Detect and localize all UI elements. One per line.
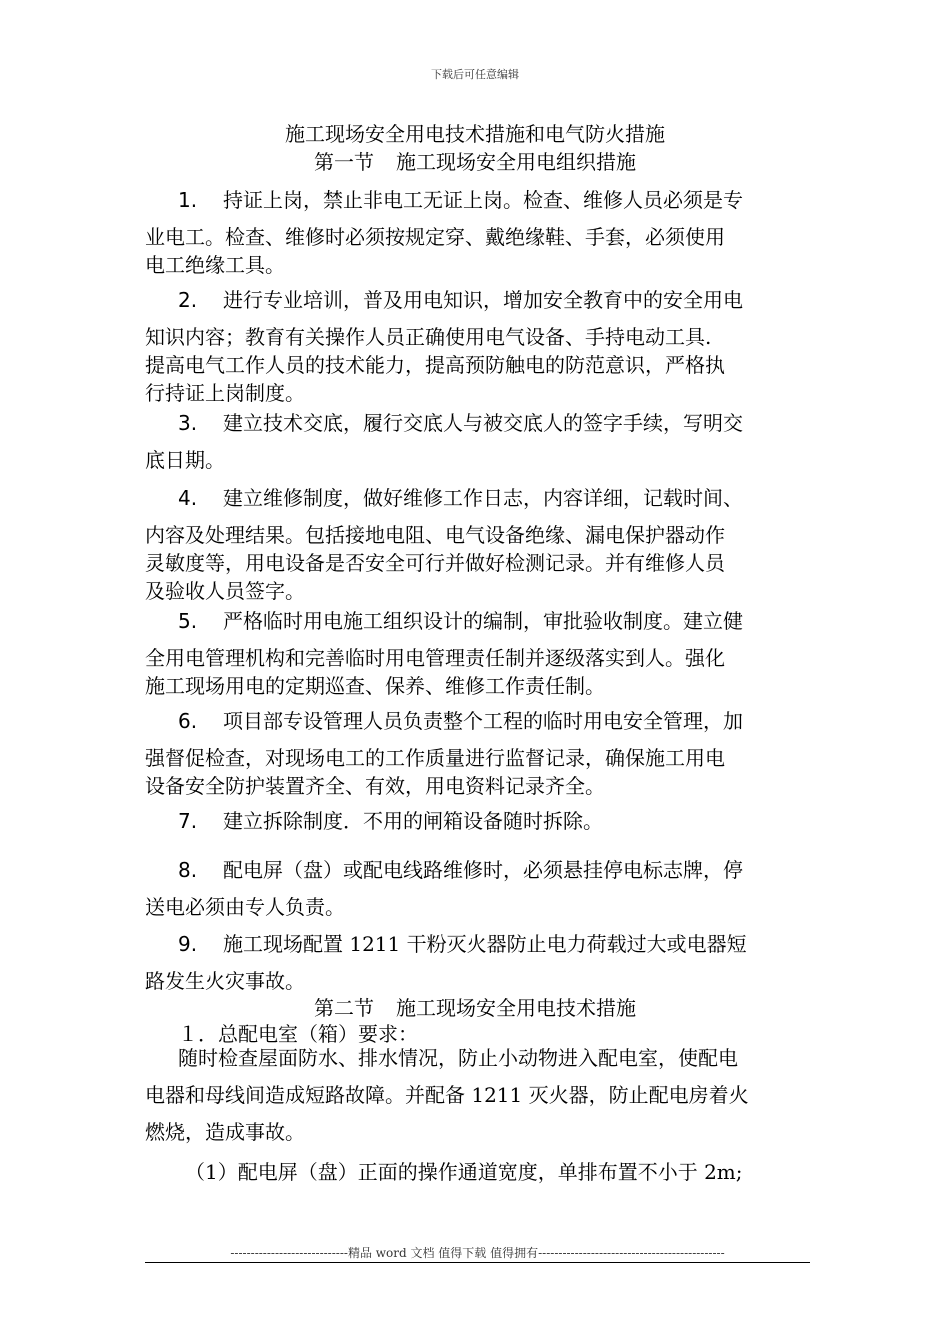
item-line: 业电工。检查、维修时必须按规定穿、戴绝缘鞋、手套，必须使用 — [145, 225, 725, 249]
section-2-title: 施工现场安全用电技术措施 — [396, 996, 636, 1020]
item-line: 建立拆除制度．不用的闸箱设备随时拆除。 — [223, 809, 603, 833]
item-line: 知识内容；教育有关操作人员正确使用电气设备、手持电动工具. — [145, 325, 712, 349]
item-line: 建立维修制度，做好维修工作日志，内容详细，记载时间、 — [223, 486, 743, 510]
item-line: 提高电气工作人员的技术能力，提高预防触电的防范意识，严格执 — [145, 353, 725, 377]
list-item-2 — [145, 286, 810, 407]
list-item-9 — [145, 930, 810, 995]
item-line: 进行专业培训，普及用电知识，增加安全教育中的安全用电 — [223, 288, 743, 312]
list-item-5 — [145, 607, 810, 700]
item-line: 强督促检查，对现场电工的工作质量进行监督记录，确保施工用电 — [145, 746, 725, 770]
item-line: 及验收人员签字。 — [145, 579, 305, 603]
section-1-title: 施工现场安全用电组织措施 — [396, 150, 636, 174]
item-number: 7. — [178, 809, 198, 833]
item-line: 施工现场用电的定期巡查、保养、维修工作责任制。 — [145, 674, 605, 698]
list-item-4 — [145, 484, 810, 605]
section-2-subtitle: １．总配电室（箱）要求： — [178, 1022, 418, 1046]
list-item-8 — [145, 856, 810, 921]
item-number: 8. — [178, 858, 198, 882]
item-line: 内容及处理结果。包括接地电阻、电气设备绝缘、漏电保护器动作 — [145, 523, 725, 547]
item-number: 2. — [178, 288, 198, 312]
paragraph-line: 电器和母线间造成短路故障。并配备 1211 灭火器，防止配电房着火 — [145, 1083, 749, 1107]
item-number: 6. — [178, 709, 198, 733]
item-number: 9. — [178, 932, 198, 956]
item-line: 配电屏（盘）或配电线路维修时，必须悬挂停电标志牌，停 — [223, 858, 743, 882]
document-title: 施工现场安全用电技术措施和电气防火措施 — [285, 122, 665, 146]
item-number: 1. — [178, 188, 198, 212]
section-2-item-1: （1）配电屏（盘）正面的操作通道宽度，单排布置不小于 2m; — [185, 1160, 743, 1184]
item-line: 持证上岗，禁止非电工无证上岗。检查、维修人员必须是专 — [223, 188, 743, 212]
item-number: 5. — [178, 609, 198, 633]
item-line: 建立技术交底，履行交底人与被交底人的签字手续，写明交 — [223, 411, 743, 435]
section-2-paragraph — [145, 1044, 810, 1146]
item-number: 3. — [178, 411, 198, 435]
section-1-number: 第一节 — [314, 150, 374, 174]
item-line: 设备安全防护装置齐全、有效，用电资料记录齐全。 — [145, 774, 605, 798]
section-2-heading — [0, 994, 950, 1022]
item-line: 电工绝缘工具。 — [145, 253, 285, 277]
paragraph-line: 随时检查屋面防水、排水情况，防止小动物进入配电室，使配电 — [178, 1046, 738, 1070]
section-2-number: 第二节 — [314, 996, 374, 1020]
list-item-1 — [145, 186, 810, 279]
list-item-7 — [145, 807, 810, 844]
page-header: 下载后可任意编辑 — [431, 68, 519, 81]
item-line: 行持证上岗制度。 — [145, 381, 305, 405]
list-item-6 — [145, 707, 810, 800]
section-1-heading — [0, 148, 950, 176]
footer-divider — [145, 1262, 810, 1263]
paragraph-line: 燃烧，造成事故。 — [145, 1120, 305, 1144]
item-line: 底日期。 — [145, 448, 225, 472]
item-line: 全用电管理机构和完善临时用电管理责任制并逐级落实到人。强化 — [145, 646, 725, 670]
item-line: 送电必须由专人负责。 — [145, 895, 345, 919]
item-line: 严格临时用电施工组织设计的编制，审批验收制度。建立健 — [223, 609, 743, 633]
page-footer: -----------------------------精品 word 文档 值得下载 值得拥有---------------------------------------------- — [230, 1246, 725, 1260]
item-line: 施工现场配置 1211 干粉灭火器防止电力荷载过大或电器短 — [223, 932, 747, 956]
item-line: 灵敏度等，用电设备是否安全可行并做好检测记录。并有维修人员 — [145, 551, 725, 575]
list-item-3 — [145, 409, 810, 474]
item-line: 项目部专设管理人员负责整个工程的临时用电安全管理，加 — [223, 709, 743, 733]
item-number: 4. — [178, 486, 198, 510]
item-line: 路发生火灾事故。 — [145, 969, 305, 993]
